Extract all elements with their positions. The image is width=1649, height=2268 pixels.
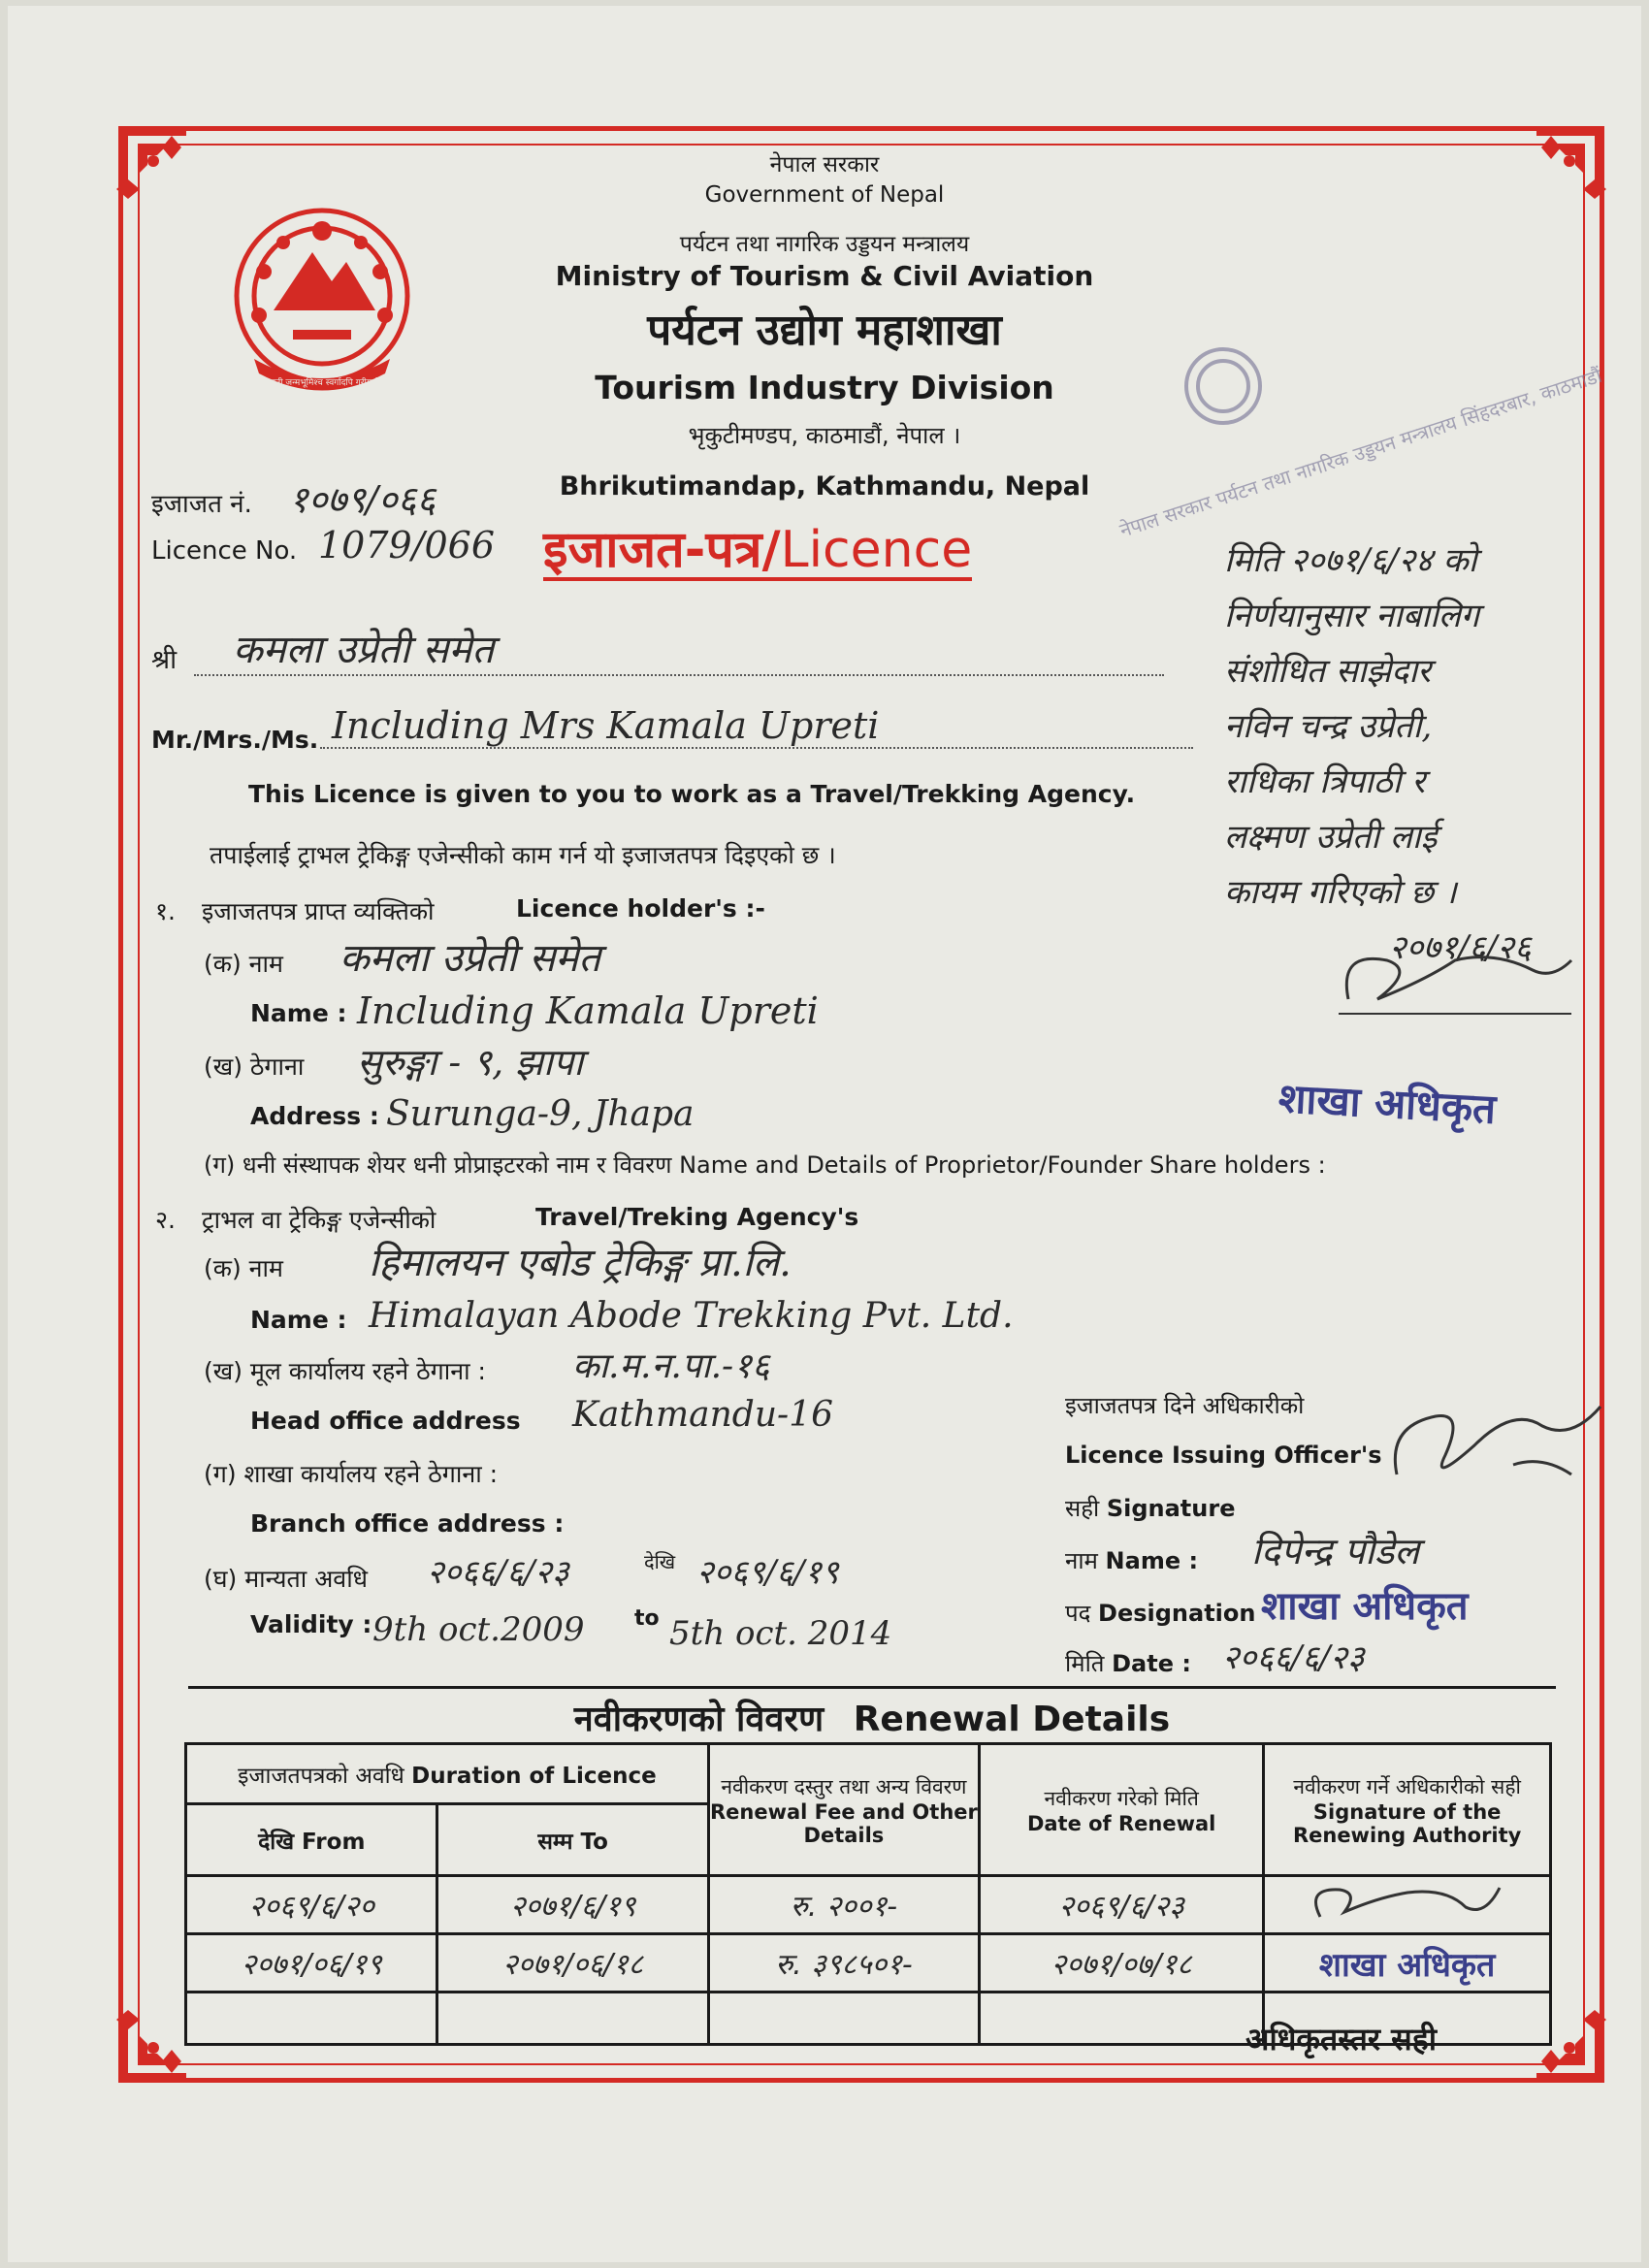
licence-title: [543, 521, 973, 581]
officer-date-en: Date :: [1112, 1650, 1191, 1677]
fee-header-np: नवीकरण दस्तुर तथा अन्य विवरण: [721, 1774, 967, 1798]
intro-np: तपाईलाई ट्राभल ट्रेकिङ्ग एजेन्सीको काम गर्न यो इजाजतपत्र दिइएको छ ।: [210, 841, 836, 869]
renewal-fee-cell: रु. ३९८५०१-: [708, 1934, 979, 1993]
officer-sig-en: Signature: [1106, 1495, 1236, 1522]
section2-label-en: Travel/Treking Agency's: [535, 1203, 859, 1231]
mr-label: Mr./Mrs./Ms.: [151, 726, 319, 754]
renewal-signature-mark: [1301, 1878, 1514, 1927]
officer-date-label: [1065, 1647, 1191, 1679]
svg-text:जननी जन्मभूमिश्च स्वर्गादपि गर: जननी जन्मभूमिश्च स्वर्गादपि गरीयसी: [264, 378, 380, 388]
shree-label: श्री: [151, 645, 178, 675]
officer-name-value: दिपेन्द्र पौडेल: [1251, 1530, 1420, 1572]
validity-mid-np: देखि: [644, 1550, 676, 1573]
renewal-title: [188, 1694, 1556, 1741]
section2-num: २.: [155, 1206, 176, 1234]
margin-note-line: कायम गरिएको छ ।: [1224, 873, 1457, 912]
holder-name-value-np: कमला उप्रेती समेत: [340, 936, 601, 981]
officer-designation-label: [1065, 1597, 1255, 1629]
renewal-title-en: Renewal Details: [853, 1700, 1171, 1739]
shree-value: कमला उप्रेती समेत: [194, 621, 1164, 676]
renewal-fee-cell: रु. २००१-: [708, 1876, 979, 1934]
renewal-to-cell: [437, 1993, 708, 2045]
renewal-divider: [188, 1686, 1556, 1689]
svg-text:नेपाल सरकार पर्यटन तथा नागरिक: नेपाल सरकार पर्यटन तथा नागरिक उड्डयन मन्त्रालय सिंहदरबार, काठमाडौं: [1116, 363, 1605, 542]
title-en: Licence: [780, 521, 973, 579]
from-header: देखि From: [186, 1804, 437, 1876]
sig-header: [1264, 1744, 1551, 1876]
renewal-to-cell: २०७१/६/१९: [437, 1876, 708, 1934]
validity-label-en: Validity :: [250, 1610, 372, 1638]
branch-office-label-en: Branch office address :: [250, 1509, 565, 1538]
owner-details-label: (ग) धनी संस्थापक शेयर धनी प्रोप्राइटरको नाम र विवरण Name and Details of Proprietor/Founder Share holders :: [204, 1151, 1326, 1179]
renewal-sig-cell: [1264, 1876, 1551, 1934]
renewal-from-cell: २०६९/६/२०: [186, 1876, 437, 1934]
gov-en: Government of Nepal: [704, 182, 945, 208]
duration-header: [186, 1744, 709, 1804]
corner-ornament-top-right: [1498, 126, 1604, 233]
officer-signature-mark: [1377, 1387, 1610, 1504]
holder-addr-value-en: Surunga-9, Jhapa: [386, 1094, 695, 1134]
officer-l1-np: इजाजतपत्र दिने अधिकारीको: [1065, 1392, 1305, 1419]
head-office-label-en: Head office address: [250, 1407, 521, 1435]
mr-value: Including Mrs Kamala Upreti: [320, 704, 1193, 749]
officer-designation-value: शाखा अधिकृत: [1261, 1584, 1469, 1629]
corner-ornament-top-left: [118, 126, 225, 233]
margin-note-signature-mark: [1339, 941, 1581, 1019]
holder-name-value-en: Including Kamala Upreti: [357, 989, 819, 1032]
renewal-date-cell: [980, 1993, 1264, 2045]
address-np: भृकुटीमण्डप, काठमाडौं, नेपाल ।: [688, 422, 961, 449]
title-sep: /: [761, 521, 781, 579]
licence-no-label-en: Licence No.: [151, 536, 298, 566]
officer-date-value: २०६६/६/२३: [1222, 1638, 1365, 1677]
officer-name-en: Name :: [1105, 1547, 1199, 1574]
sig-header-np: नवीकरण गर्ने अधिकारीको सही: [1293, 1774, 1521, 1798]
renewal-footer: अधिकृतस्तर सही: [1245, 2021, 1438, 2057]
section2-label-np: ट्राभल वा ट्रेकिङ्ग एजेन्सीको: [202, 1206, 436, 1234]
validity-from-np: २०६६/६/२३: [427, 1553, 569, 1592]
ministry-np: पर्यटन तथा नागरिक उड्डयन मन्त्रालय: [679, 232, 970, 257]
duration-header-np: इजाजतपत्रको अवधि: [238, 1763, 404, 1789]
validity-to-np: २०६९/६/१९: [696, 1553, 839, 1592]
division-np: पर्यटन उद्योग महाशाखा: [647, 306, 1002, 355]
agency-name-value-np: हिमालयन एबोड ट्रेकिङ्ग प्रा.लि.: [369, 1241, 792, 1285]
renewal-sig-cell: शाखा अधिकृत: [1264, 1934, 1551, 1993]
renewal-from-cell: २०७१/०६/१९: [186, 1934, 437, 1993]
margin-note-line: लक्ष्मण उप्रेती लाई: [1224, 818, 1438, 857]
section1-label-en: Licence holder's :-: [516, 894, 765, 923]
agency-name-label-en: Name :: [250, 1306, 347, 1334]
nepal-emblem-icon: [215, 194, 429, 407]
officer-desig-np: पद: [1065, 1600, 1091, 1627]
officer-sig-np: सही: [1065, 1495, 1100, 1522]
section1-label-np: इजाजतपत्र प्राप्त व्यक्तिको: [202, 897, 435, 925]
renewal-table: [184, 1742, 1552, 2046]
table-row: [186, 1876, 1551, 1934]
sig-header-en: Signature of the Renewing Authority: [1292, 1799, 1522, 1847]
officer-stamp: शाखा अधिकृत: [1277, 1074, 1498, 1133]
ministry-en: Ministry of Tourism & Civil Aviation: [555, 260, 1094, 292]
renewal-title-np: नवीकरणको विवरण: [573, 1700, 824, 1739]
margin-note: [1224, 534, 1612, 976]
officer-name-np: नाम: [1065, 1547, 1098, 1574]
renewal-fee-cell: [708, 1993, 979, 2045]
section1-num: १.: [155, 897, 176, 925]
officer-l2-en: Licence Issuing Officer's: [1065, 1442, 1382, 1469]
agency-name-value-en: Himalayan Abode Trekking Pvt. Ltd.: [369, 1296, 1014, 1336]
date-header: [980, 1744, 1264, 1876]
gov-np: नेपाल सरकार: [769, 152, 880, 178]
officer-signature-label: [1065, 1492, 1235, 1524]
intro-en: This Licence is given to you to work as a Travel/Trekking Agency.: [248, 780, 1136, 808]
table-row: [186, 1934, 1551, 1993]
margin-note-line: राधिका त्रिपाठी र: [1224, 762, 1426, 801]
renewal-date-cell: २०७१/०७/१८: [980, 1934, 1264, 1993]
validity-mid-en: to: [634, 1606, 660, 1631]
head-office-label-np: (ख) मूल कार्यालय रहने ठेगाना :: [204, 1357, 486, 1385]
licence-no-value-np: १०७९/०६६: [289, 478, 436, 521]
holder-addr-value-np: सुरुङ्गा - ९, झापा: [357, 1041, 584, 1084]
renewal-from-cell: [186, 1993, 437, 2045]
officer-desig-en: Designation: [1098, 1600, 1256, 1627]
address-en: Bhrikutimandap, Kathmandu, Nepal: [559, 471, 1090, 502]
date-header-en: Date of Renewal: [1026, 1811, 1216, 1835]
holder-name-label-en: Name :: [250, 999, 347, 1027]
validity-from-en: 9th oct.2009: [372, 1610, 585, 1649]
renewal-date-cell: २०६९/६/२३: [980, 1876, 1264, 1934]
date-header-np: नवीकरण गरेको मिति: [1044, 1786, 1199, 1810]
division-en: Tourism Industry Division: [595, 369, 1054, 406]
fee-header-en: Renewal Fee and Other Details: [709, 1799, 978, 1847]
margin-note-line: मिति २०७१/६/२४ को: [1224, 541, 1477, 580]
officer-name-label: [1065, 1544, 1198, 1576]
head-office-value-en: Kathmandu-16: [572, 1395, 833, 1435]
margin-note-date: २०७१/६/२६: [1389, 928, 1532, 967]
margin-note-line: संशोधित साझेदार: [1224, 652, 1432, 691]
fee-header: [708, 1744, 979, 1876]
to-header: सम्म To: [437, 1804, 708, 1876]
branch-office-label-np: (ग) शाखा कार्यालय रहने ठेगाना :: [204, 1460, 499, 1488]
agency-name-label-np: (क) नाम: [204, 1254, 283, 1282]
officer-date-np: मिति: [1065, 1650, 1105, 1677]
licence-no-value-en: 1079/066: [318, 524, 496, 567]
validity-label-np: (घ) मान्यता अवधि: [204, 1565, 369, 1593]
holder-addr-label-np: (ख) ठेगाना: [204, 1053, 305, 1081]
head-office-value-np: का.म.न.पा.-१६: [572, 1346, 770, 1386]
holder-name-label-np: (क) नाम: [204, 950, 283, 978]
licence-no-label-np: इजाजत नं.: [151, 490, 252, 519]
margin-note-line: निर्णयानुसार नाबालिग: [1224, 597, 1480, 635]
renewal-to-cell: २०७१/०६/१८: [437, 1934, 708, 1993]
margin-note-line: नविन चन्द्र उप्रेती,: [1224, 707, 1433, 746]
duration-header-en: Duration of Licence: [411, 1763, 657, 1789]
validity-to-en: 5th oct. 2014: [669, 1614, 892, 1653]
holder-addr-label-en: Address :: [250, 1102, 379, 1130]
title-np: इजाजत-पत्र: [543, 521, 762, 579]
